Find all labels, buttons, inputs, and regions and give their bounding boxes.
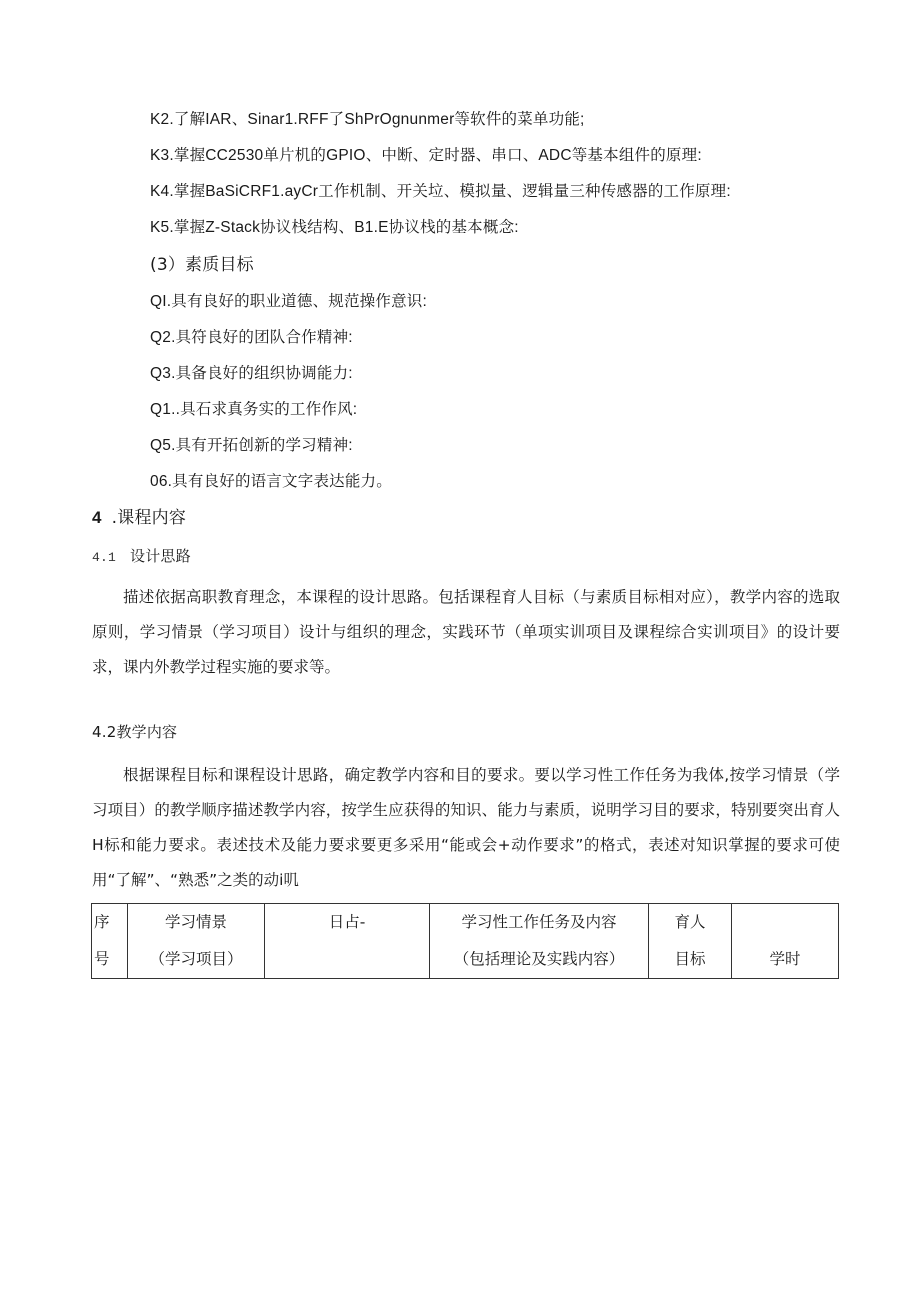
knowledge-item-k2: K2.了解IAR、Sinar1.RFF了ShPrOgnunmer等软件的菜单功能;	[150, 111, 585, 128]
table-header-row	[92, 904, 839, 979]
quality-item-q2: Q2.具符良好的团队合作精神:	[150, 329, 353, 346]
section-41-heading	[92, 546, 191, 568]
header-cell-learning-scenario	[128, 904, 265, 979]
quality-item-q4: Q1..具石求真务实的工作作风:	[150, 401, 358, 418]
header-goal-text: 日占-	[328, 913, 366, 931]
header-tasks-bottom: （包括理论及实践内容）	[453, 950, 625, 968]
section-4-title: .课程内容	[111, 508, 187, 528]
header-serial-top: 序	[94, 913, 110, 931]
section-42-paragraph: 根据课程目标和课程设计思路，确定教学内容和目的要求。要以学习性工作任务为我体,按学习情景（学习项目）的教学顺序描述教学内容，按学生应获得的知识、能力与素质，说明学习目的要求，特别要突出育人H标和能力要求。表述技术及能力要求要更多采用“能或会+动作要求”的格式，表述对知识掌握的要求可使用“了解”、“熟悉”之类的动i叽	[92, 766, 840, 889]
quality-item-q1: QI.具有良好的职业道德、规范操作意识:	[150, 293, 427, 310]
section-4-number: 4	[92, 508, 102, 527]
knowledge-item-k3: K3.掌握CC2530单片机的GPIO、中断、定时器、串口、ADC等基本组件的原理:	[150, 147, 702, 164]
header-education-bottom: 目标	[674, 950, 706, 968]
section-4-heading	[92, 508, 186, 528]
quality-item-q3: Q3.具备良好的组织协调能力:	[150, 365, 353, 382]
header-scenario-bottom: （学习项目）	[149, 950, 243, 968]
section-42-body	[92, 758, 840, 898]
section-41-number: 4.1	[92, 550, 117, 565]
quality-goals-heading: (3）素质目标	[150, 255, 254, 275]
course-content-table	[91, 903, 839, 979]
header-serial-bottom: 号	[94, 950, 110, 968]
section-41-body	[92, 580, 840, 685]
quality-item-q5: Q5.具有开拓创新的学习精神:	[150, 437, 353, 454]
header-scenario-top: 学习情景	[164, 913, 227, 931]
section-41-paragraph: 描述依据高职教育理念，本课程的设计思路。包括课程育人目标（与素质目标相对应），教学内容的选取原则，学习情景（学习项目）设计与组织的理念，实践环节（单项实训项目及课程综合实训项目》的设计要求，课内外教学过程实施的要求等。	[92, 588, 840, 676]
header-cell-hours	[732, 904, 839, 979]
section-41-title: 设计思路	[130, 547, 191, 565]
header-hours-text: 学时	[769, 950, 801, 968]
header-tasks-top: 学习性工作任务及内容	[461, 913, 617, 931]
knowledge-item-k5: K5.掌握Z-Stack协议栈结构、B1.E协议栈的基本概念:	[150, 219, 519, 236]
header-education-top: 育人	[674, 913, 706, 931]
header-cell-serial	[92, 904, 128, 979]
section-42-heading: 4.2教学内容	[92, 723, 178, 741]
header-cell-tasks	[430, 904, 649, 979]
knowledge-item-k4: K4.掌握BaSiCRF1.ayCr工作机制、开关垃、模拟量、逻辑量三种传感器的工作原理:	[150, 183, 731, 200]
header-cell-goal	[265, 904, 430, 979]
header-cell-education-goal	[649, 904, 732, 979]
quality-item-q6: 06.具有良好的语言文字表达能力。	[150, 473, 392, 490]
